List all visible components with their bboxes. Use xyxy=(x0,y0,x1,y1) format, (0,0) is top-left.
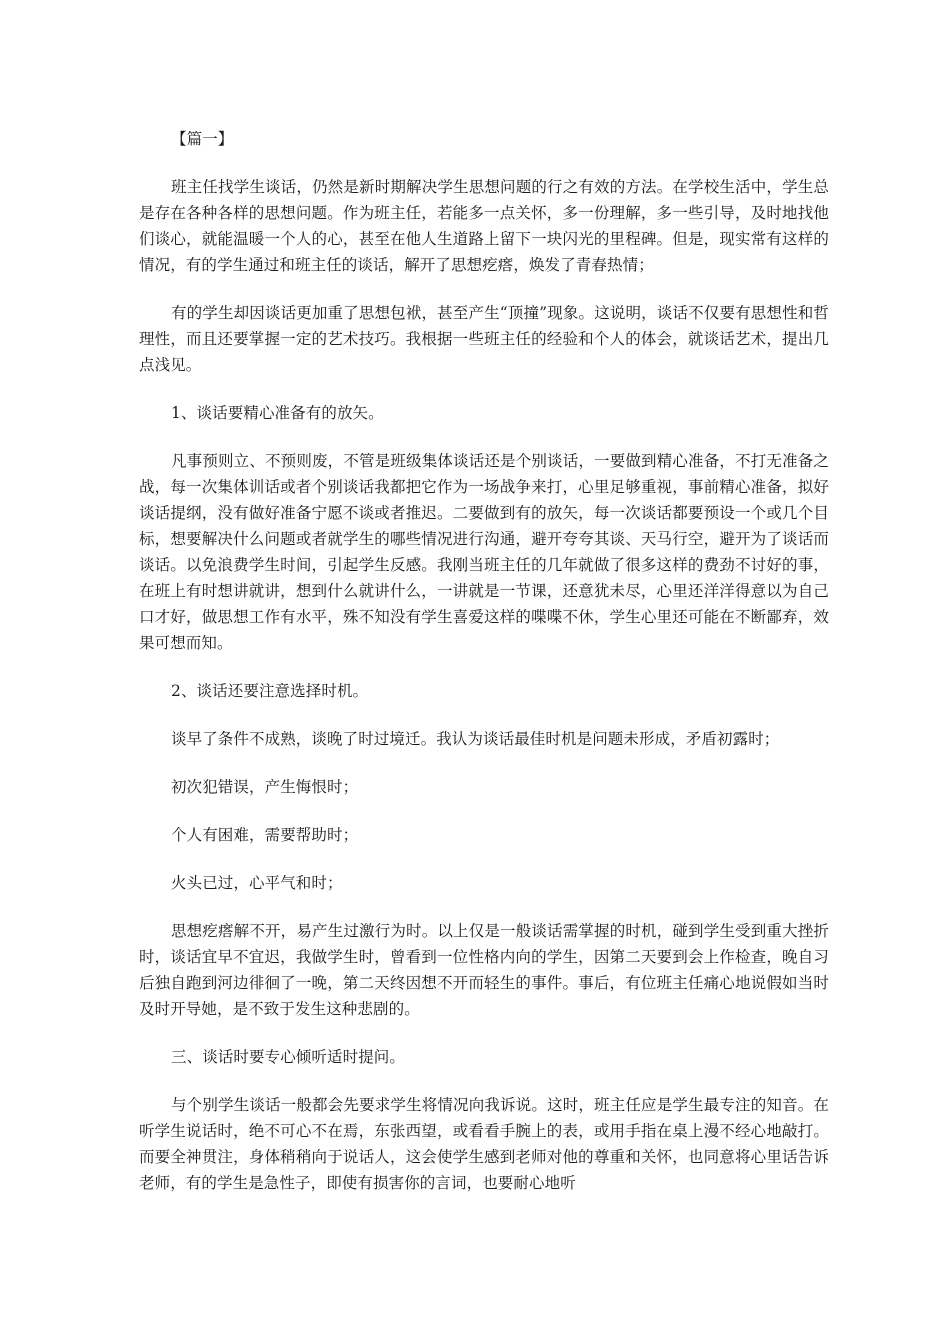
paragraph-6: 谈早了条件不成熟，谈晚了时过境迁。我认为谈话最佳时机是问题未形成，矛盾初露时； xyxy=(171,730,780,748)
paragraph-8: 个人有困难，需要帮助时； xyxy=(171,826,359,844)
section-title: 【篇一】 xyxy=(171,130,234,148)
document-body xyxy=(139,126,829,1218)
paragraph-12: 与个别学生谈话一般都会先要求学生将情况向我诉说。这时，班主任应是学生最专注的知音。在听学生说话时，绝不可心不在焉，东张西望，或看看手腕上的表，或用手指在桌上漫不经心地敲打。而要全神贯注，身体稍稍向于说话人，这会使学生感到老师对他的尊重和关怀，也同意将心里话告诉老师，有的学生是急性子，即使有损害你的言词，也要耐心地听 xyxy=(139,1096,829,1192)
paragraph-4: 凡事预则立、不预则废，不管是班级集体谈话还是个别谈话，一要做到精心准备，不打无准备之战，每一次集体训话或者个别谈话我都把它作为一场战争来打，心里足够重视，事前精心准备，拟好谈话提纲，没有做好准备宁愿不谈或者推迟。二要做到有的放矢，每一次谈话都要预设一个或几个目标，想要解决什么问题或者就学生的哪些情况进行沟通，避开夸夸其谈、天马行空，避开为了谈话而谈话。以免浪费学生时间，引起学生反感。我刚当班主任的几年就做了很多这样的费劲不讨好的事，在班上有时想讲就讲，想到什么就讲什么，一讲就是一节课，还意犹未尽，心里还洋洋得意以为自己口才好，做思想工作有水平，殊不知没有学生喜爱这样的喋喋不休，学生心里还可能在不断鄙弃，效果可想而知。 xyxy=(139,452,829,652)
point-1-heading: 1、谈话要精心准备有的放矢。 xyxy=(171,404,384,422)
paragraph-intro: 班主任找学生谈话，仍然是新时期解决学生思想问题的行之有效的方法。在学校生活中，学生总是存在各种各样的思想问题。作为班主任，若能多一点关怀，多一份理解，多一些引导，及时地找他们谈心，就能温暖一个人的心，甚至在他人生道路上留下一块闪光的里程碑。但是，现实常有这样的情况，有的学生通过和班主任的谈话，解开了思想疙瘩，焕发了青春热情； xyxy=(139,178,829,274)
paragraph-9: 火头已过，心平气和时； xyxy=(171,874,343,892)
point-2-heading: 2、谈话还要注意选择时机。 xyxy=(171,682,369,700)
paragraph-2: 有的学生却因谈话更加重了思想包袱，甚至产生“顶撞”现象。这说明，谈话不仅要有思想性和哲理性，而且还要掌握一定的艺术技巧。我根据一些班主任的经验和个人的体会，就谈话艺术，提出几点浅见。 xyxy=(139,304,829,374)
point-3-heading: 三、谈话时要专心倾听适时提问。 xyxy=(171,1048,406,1066)
paragraph-7: 初次犯错误，产生悔恨时； xyxy=(171,778,359,796)
paragraph-10: 思想疙瘩解不开，易产生过激行为时。以上仅是一般谈话需掌握的时机，碰到学生受到重大挫折时，谈话宜早不宜迟，我做学生时，曾看到一位性格内向的学生，因第二天要到会上作检查，晚自习后独自跑到河边徘徊了一晚，第二天终因想不开而轻生的事件。事后，有位班主任痛心地说假如当时及时开导她，是不致于发生这种悲剧的。 xyxy=(139,922,829,1018)
